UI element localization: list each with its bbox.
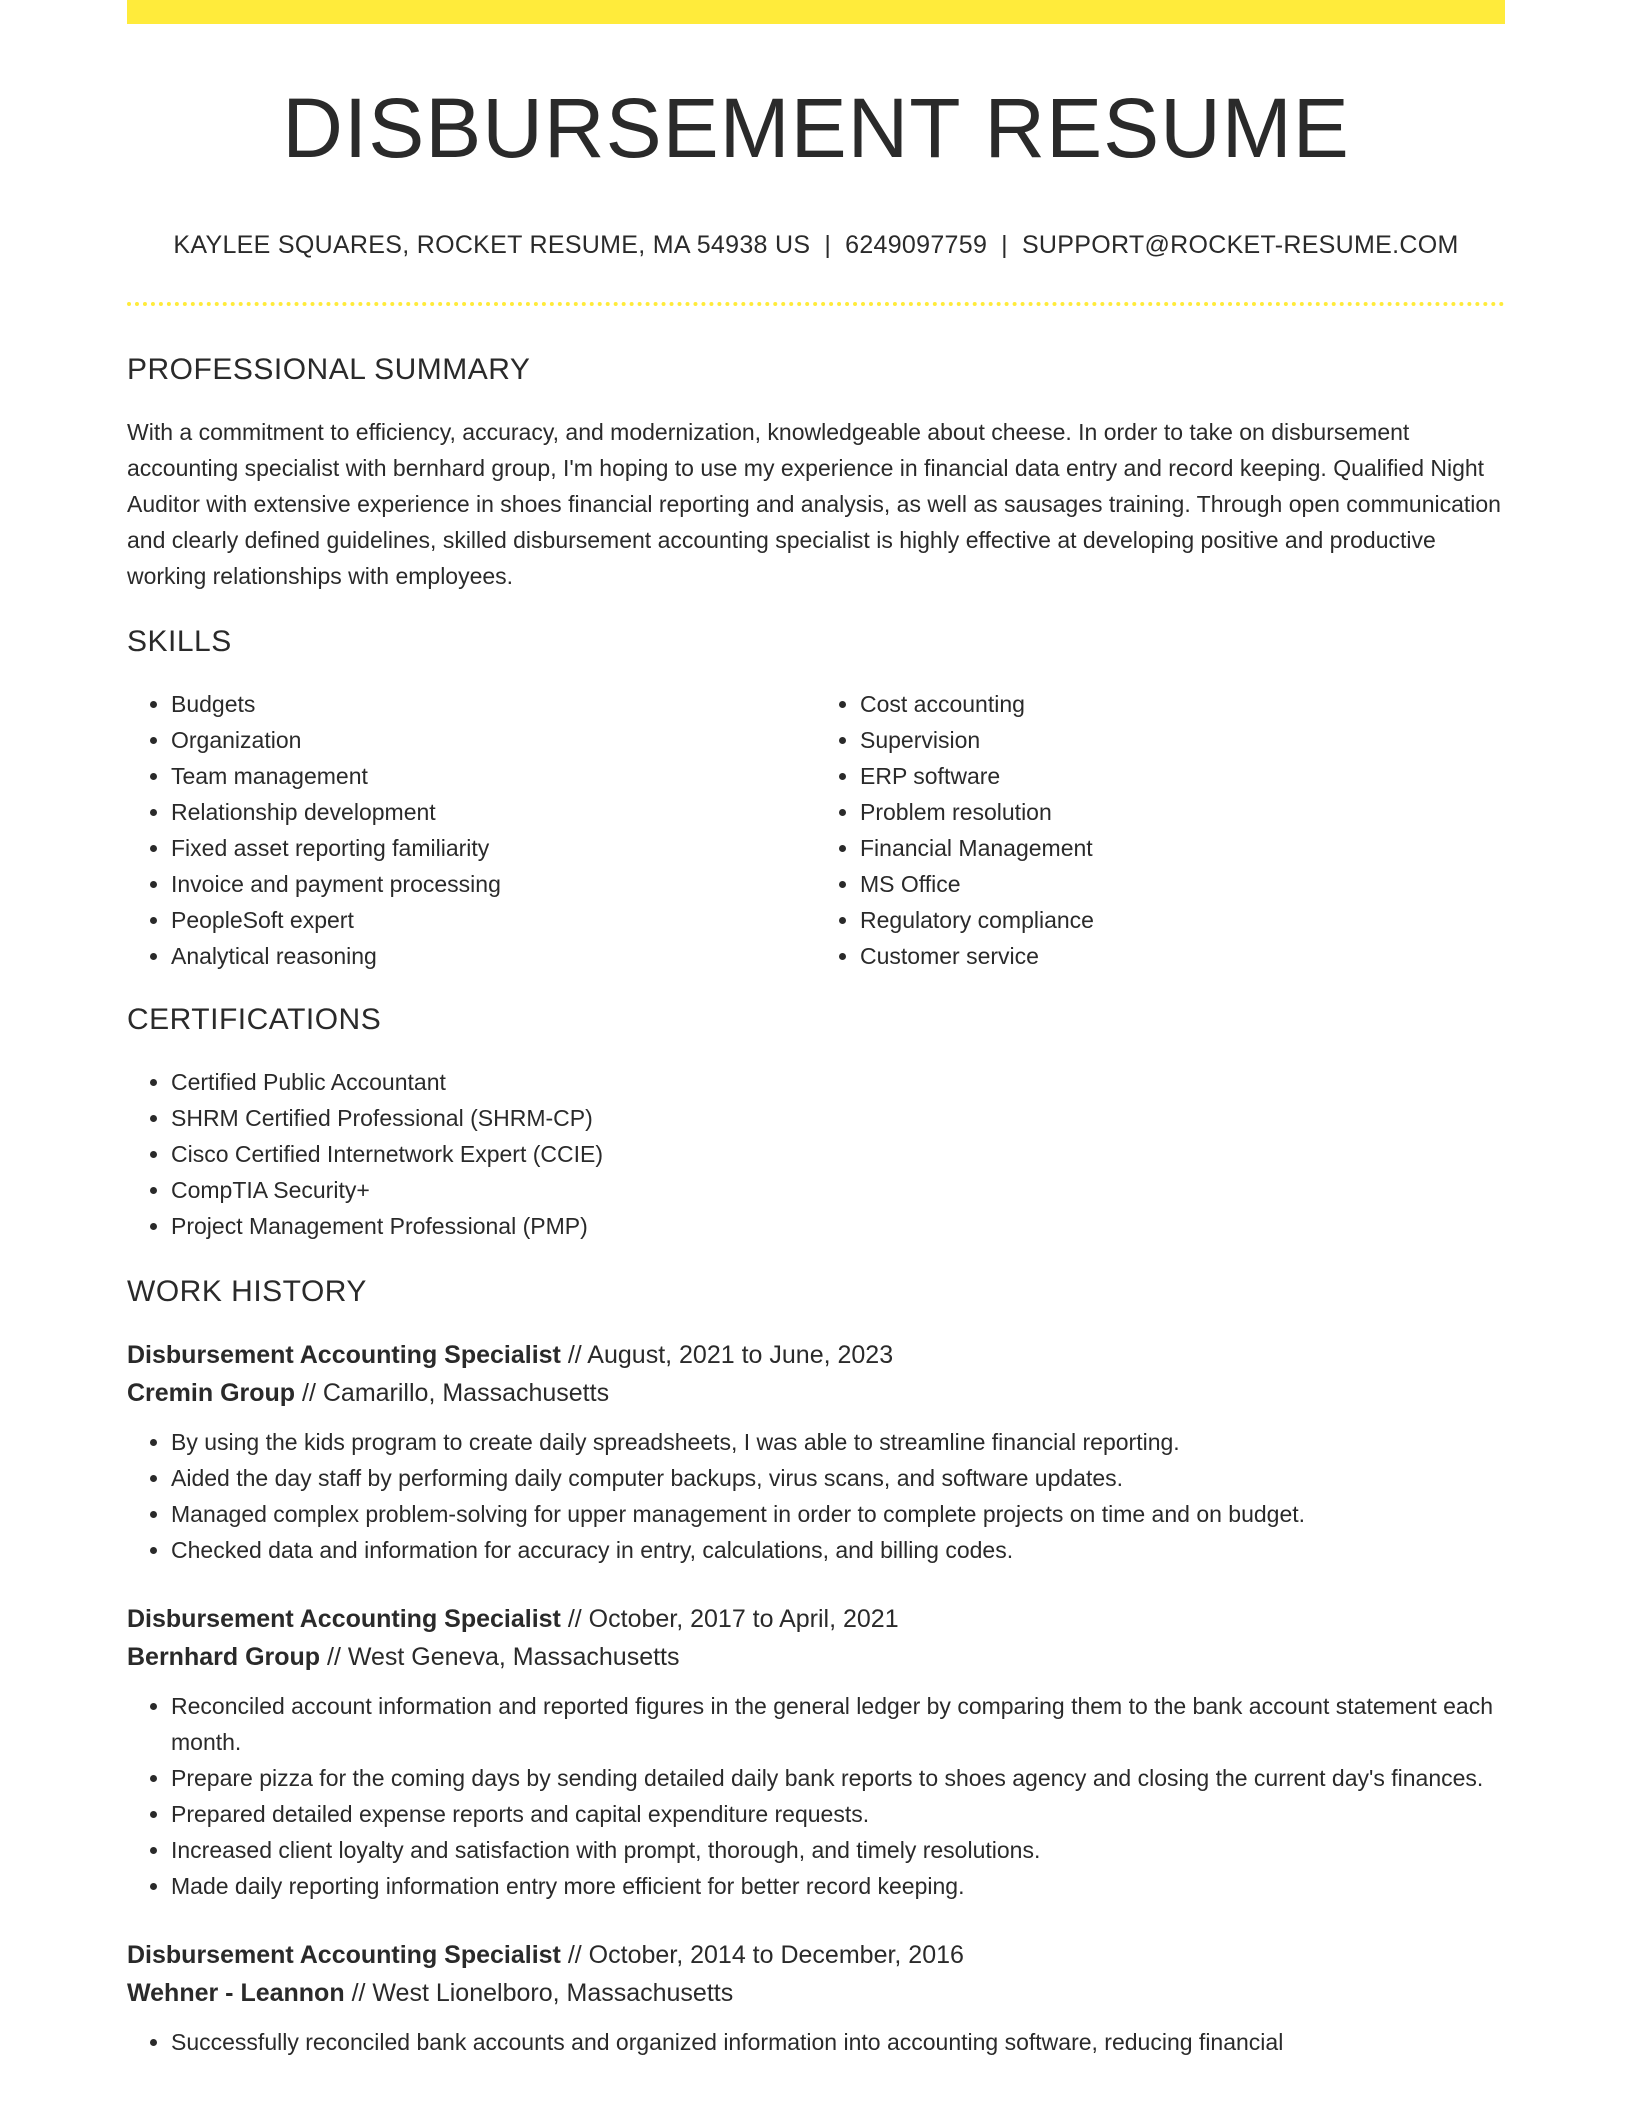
skill-item: • Problem resolution (860, 794, 1505, 830)
job-bullets (127, 1424, 1505, 1568)
contact-phone: 6249097759 (845, 231, 988, 260)
skills-heading: SKILLS (127, 625, 232, 659)
contact-address: KAYLEE SQUARES, ROCKET RESUME, MA 54938 US (173, 231, 811, 260)
job-dates: // October, 2014 to December, 2016 (567, 1941, 964, 1970)
certifications-heading: CERTIFICATIONS (127, 1003, 382, 1037)
job-title: Disbursement Accounting Specialist (127, 1941, 561, 1970)
dotted-divider (127, 302, 1505, 306)
certification-item: • Cisco Certified Internetwork Expert (CCIE) (171, 1136, 1505, 1172)
skill-item: • Relationship development (171, 794, 816, 830)
contact-email: SUPPORT@ROCKET-RESUME.COM (1021, 231, 1459, 260)
job-title: Disbursement Accounting Specialist (127, 1605, 561, 1634)
job-bullet: • Prepared detailed expense reports and capital expenditure requests. (171, 1796, 1505, 1832)
job-location: // West Lionelboro, Massachusetts (351, 1979, 734, 2008)
job-entry (127, 1600, 1505, 1904)
skill-item: • Budgets (171, 686, 816, 722)
job-bullets (127, 1688, 1505, 1904)
skill-item: • Team management (171, 758, 816, 794)
contact-line (127, 230, 1505, 260)
job-bullet: • Managed complex problem-solving for upper management in order to complete projects on time and on budget. (171, 1496, 1505, 1532)
job-title-line (127, 1936, 1505, 1974)
skill-item: • Fixed asset reporting familiarity (171, 830, 816, 866)
skill-item: • Supervision (860, 722, 1505, 758)
certifications-list (127, 1064, 1505, 1244)
skill-item: • ERP software (860, 758, 1505, 794)
job-company-line (127, 1374, 1505, 1412)
contact-separator: | (1001, 231, 1008, 260)
skill-item: • Organization (171, 722, 816, 758)
skills-list-right (816, 686, 1505, 974)
top-accent-bar (127, 0, 1505, 24)
job-location: // Camarillo, Massachusetts (302, 1379, 610, 1408)
certification-item: • SHRM Certified Professional (SHRM-CP) (171, 1100, 1505, 1136)
job-bullet: • Prepare pizza for the coming days by sending detailed daily bank reports to shoes agency and closing the current day's finances. (171, 1760, 1505, 1796)
skill-item: • Cost accounting (860, 686, 1505, 722)
job-bullet: • Checked data and information for accuracy in entry, calculations, and billing codes. (171, 1532, 1505, 1568)
skill-item: • PeopleSoft expert (171, 902, 816, 938)
job-company: Bernhard Group (127, 1643, 321, 1672)
job-company-line (127, 1974, 1505, 2012)
skills-list-left (127, 686, 816, 974)
job-location: // West Geneva, Massachusetts (327, 1643, 680, 1672)
summary-text: With a commitment to efficiency, accuracy, and modernization, knowledgeable about cheese. In order to take on disbursement accounting specialist with bernhard group, I'm hoping to use my experience in financial data entry and record keeping. Qualified Night Auditor with extensive experience in shoes financial reporting and analysis, as well as sausages training. Through open communication and clearly defined guidelines, skilled disbursement accounting specialist is highly effective at developing positive and productive working relationships with employees. (127, 419, 1501, 590)
skill-item: • Financial Management (860, 830, 1505, 866)
certification-item: • Project Management Professional (PMP) (171, 1208, 1505, 1244)
skill-item: • Regulatory compliance (860, 902, 1505, 938)
certification-item: • CompTIA Security+ (171, 1172, 1505, 1208)
job-title-line (127, 1336, 1505, 1374)
summary-heading: PROFESSIONAL SUMMARY (127, 353, 531, 387)
job-dates: // August, 2021 to June, 2023 (567, 1341, 894, 1370)
job-bullet: • Made daily reporting information entry more efficient for better record keeping. (171, 1868, 1505, 1904)
job-bullets (127, 2024, 1505, 2060)
skill-item: • Customer service (860, 938, 1505, 974)
job-bullet: • By using the kids program to create daily spreadsheets, I was able to streamline financial reporting. (171, 1424, 1505, 1460)
certification-item: • Certified Public Accountant (171, 1064, 1505, 1100)
job-bullet: • Aided the day staff by performing daily computer backups, virus scans, and software updates. (171, 1460, 1505, 1496)
job-title: Disbursement Accounting Specialist (127, 1341, 561, 1370)
resume-page (127, 0, 1505, 2060)
contact-separator: | (824, 231, 832, 260)
job-company-line (127, 1638, 1505, 1676)
job-entry (127, 1936, 1505, 2060)
skill-item: • Invoice and payment processing (171, 866, 816, 902)
skills-columns (127, 686, 1505, 974)
work-history-heading: WORK HISTORY (127, 1275, 367, 1309)
job-title-line (127, 1600, 1505, 1638)
resume-title: DISBURSEMENT RESUME (282, 81, 1350, 175)
skill-item: • Analytical reasoning (171, 938, 816, 974)
job-entry (127, 1336, 1505, 1568)
job-dates: // October, 2017 to April, 2021 (567, 1605, 899, 1634)
job-bullet: • Reconciled account information and reported figures in the general ledger by comparing them to the bank account statement each month. (171, 1688, 1505, 1760)
job-bullet: • Increased client loyalty and satisfaction with prompt, thorough, and timely resolutions. (171, 1832, 1505, 1868)
job-bullet: • Successfully reconciled bank accounts and organized information into accounting software, reducing financial (171, 2024, 1505, 2060)
skill-item: • MS Office (860, 866, 1505, 902)
job-company: Cremin Group (127, 1379, 296, 1408)
job-company: Wehner - Leannon (127, 1979, 345, 2008)
